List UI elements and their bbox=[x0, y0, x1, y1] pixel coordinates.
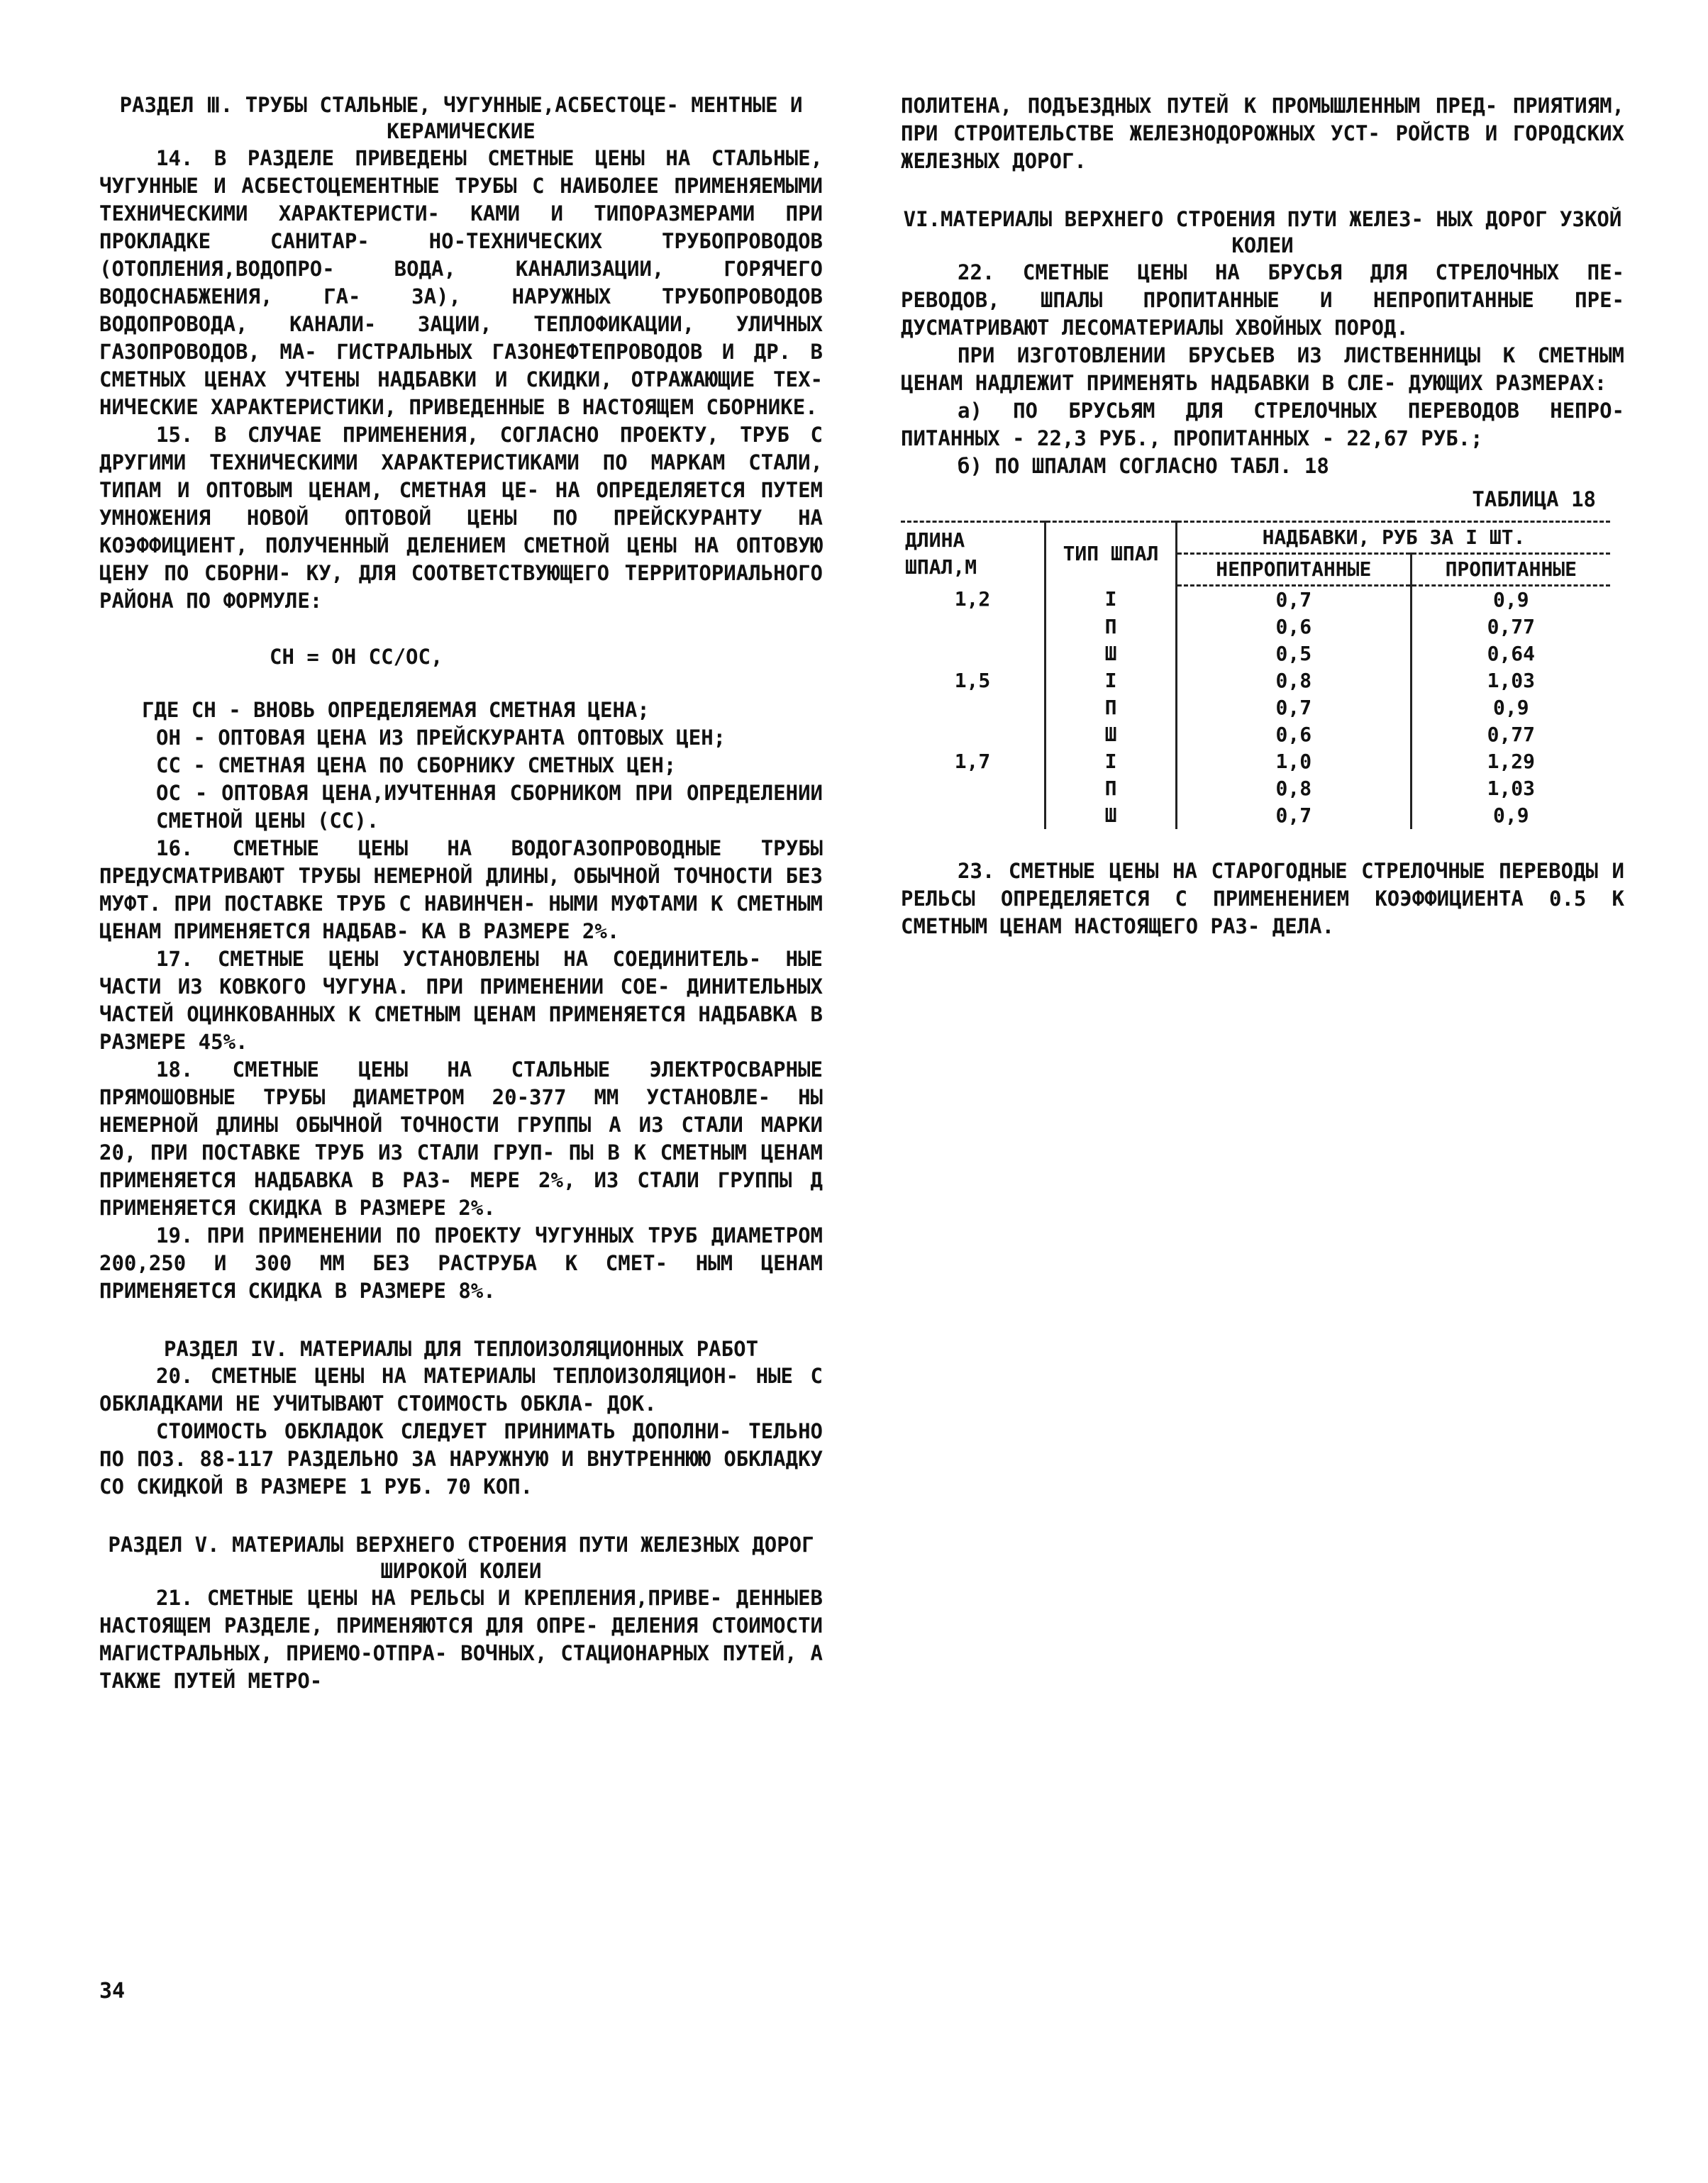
cell-non-impregnated: 0,7 bbox=[1177, 586, 1412, 614]
cell-length bbox=[901, 721, 1046, 748]
header-type: ТИП ШПАЛ bbox=[1046, 522, 1177, 586]
cell-non-impregnated: 0,7 bbox=[1177, 802, 1412, 829]
cell-type: I bbox=[1046, 748, 1177, 775]
paragraph-14: 14. В РАЗДЕЛЕ ПРИВЕДЕНЫ СМЕТНЫЕ ЦЕНЫ НА СТАЛЬНЫЕ, ЧУГУННЫЕ И АСБЕСТОЦЕМЕНТНЫЕ ТРУБЫ С НАИБОЛЕЕ ПРИМЕНЯЕМЫМИ ТЕХНИЧЕСКИМИ ХАРАКТЕРИСТИ- КАМИ И ТИПОРАЗМЕРАМИ ПРИ ПРОКЛАДКЕ САНИТАР- НО-ТЕХНИЧЕСКИХ ТРУБОПРОВОДОВ (ОТОПЛЕНИЯ,ВОДОПРО- ВОДА, КАНАЛИЗАЦИИ, ГОРЯЧЕГО ВОДОСНАБЖЕНИЯ, ГА- ЗА), НАРУЖНЫХ ТРУБОПРОВОДОВ ВОДОПРОВОДА, КАНАЛИ- ЗАЦИИ, ТЕПЛОФИКАЦИИ, УЛИЧНЫХ ГАЗОПРОВОДОВ, МА- ГИСТРАЛЬНЫХ ГАЗОНЕФТЕПРОВОДОВ И ДР. В СМЕТНЫХ ЦЕНАХ УЧТЕНЫ НАДБАВКИ И СКИДКИ, ОТРАЖАЮЩИЕ ТЕХ- НИЧЕСКИЕ ХАРАКТЕРИСТИКИ, ПРИВЕДЕННЫЕ В НАСТОЯЩЕМ СБОРНИКЕ. bbox=[99, 146, 823, 419]
cell-type: Ш bbox=[1046, 640, 1177, 667]
cell-non-impregnated: 1,0 bbox=[1177, 748, 1412, 775]
paragraph-22-cont: ПРИ ИЗГОТОВЛЕНИИ БРУСЬЕВ ИЗ ЛИСТВЕННИЦЫ К СМЕТНЫМ ЦЕНАМ НАДЛЕЖИТ ПРИМЕНЯТЬ НАДБАВКИ В СЛЕ- ДУЮЩИХ РАЗМЕРАХ: bbox=[901, 343, 1624, 395]
left-column bbox=[99, 92, 823, 1695]
cell-length bbox=[901, 775, 1046, 802]
cell-type: П bbox=[1046, 694, 1177, 721]
formula-legend-on: ОН - ОПТОВАЯ ЦЕНА ИЗ ПРЕЙСКУРАНТА ОПТОВЫХ ЦЕН; bbox=[156, 726, 726, 750]
cell-length: 1,5 bbox=[954, 669, 991, 692]
paragraph-17: 17. СМЕТНЫЕ ЦЕНЫ УСТАНОВЛЕНЫ НА СОЕДИНИТЕЛЬ- НЫЕ ЧАСТИ ИЗ КОВКОГО ЧУГУНА. ПРИ ПРИМЕНЕНИИ СОЕ- ДИНИТЕЛЬНЫХ ЧАСТЕЙ ОЦИНКОВАННЫХ К СМЕТНЫМ ЦЕНАМ ПРИМЕНЯЕТСЯ НАДБАВКА В РАЗМЕРЕ 45%. bbox=[99, 947, 823, 1054]
cell-length: 1,2 bbox=[954, 587, 991, 611]
section-5-title: РАЗДЕЛ V. МАТЕРИАЛЫ ВЕРХНЕГО СТРОЕНИЯ ПУТИ ЖЕЛЕЗНЫХ ДОРОГ ШИРОКОЙ КОЛЕИ bbox=[108, 1533, 814, 1583]
paragraph-20: 20. СМЕТНЫЕ ЦЕНЫ НА МАТЕРИАЛЫ ТЕПЛОИЗОЛЯЦИОН- НЫЕ С ОБКЛАДКАМИ НЕ УЧИТЫВАЮТ СТОИМОСТЬ ОБКЛА- ДОК. bbox=[99, 1364, 823, 1416]
cell-impregnated: 0,77 bbox=[1411, 613, 1610, 640]
paragraph-19: 19. ПРИ ПРИМЕНЕНИИ ПО ПРОЕКТУ ЧУГУННЫХ ТРУБ ДИАМЕТРОМ 200,250 И 300 ММ БЕЗ РАСТРУБА К СМЕТ- НЫМ ЦЕНАМ ПРИМЕНЯЕТСЯ СКИДКА В РАЗМЕРЕ 8%. bbox=[99, 1223, 823, 1303]
cell-impregnated: 0,9 bbox=[1411, 586, 1610, 614]
cell-impregnated: 1,03 bbox=[1411, 775, 1610, 802]
paragraph-16: 16. СМЕТНЫЕ ЦЕНЫ НА ВОДОГАЗОПРОВОДНЫЕ ТРУБЫ ПРЕДУСМАТРИВАЮТ ТРУБЫ НЕМЕРНОЙ ДЛИНЫ, ОБЫЧНОЙ ТОЧНОСТИ БЕЗ МУФТ. ПРИ ПОСТАВКЕ ТРУБ С НАВИНЧЕН- НЫМИ МУФТАМИ К СМЕТНЫМ ЦЕНАМ ПРИМЕНЯЕТСЯ НАДБАВ- КА В РАЗМЕРЕ 2%. bbox=[99, 836, 823, 943]
cell-length: 1,7 bbox=[954, 750, 991, 773]
table-row bbox=[901, 694, 1610, 721]
table-body bbox=[901, 586, 1610, 830]
paragraph-20-cont: СТОИМОСТЬ ОБКЛАДОК СЛЕДУЕТ ПРИНИМАТЬ ДОПОЛНИ- ТЕЛЬНО ПО ПОЗ. 88-117 РАЗДЕЛЬНО ЗА НАРУЖНУЮ И ВНУТРЕННЮЮ ОБКЛАДКУ СО СКИДКОЙ В РАЗМЕРЕ 1 РУБ. 70 КОП. bbox=[99, 1419, 823, 1499]
formula-legend-sn: ГДЕ СН - ВНОВЬ ОПРЕДЕЛЯЕМАЯ СМЕТНАЯ ЦЕНА; bbox=[142, 698, 650, 722]
section-6-title: VI.МАТЕРИАЛЫ ВЕРХНЕГО СТРОЕНИЯ ПУТИ ЖЕЛЕЗ- НЫХ ДОРОГ УЗКОЙ КОЛЕИ bbox=[903, 207, 1622, 257]
cell-impregnated: 0,9 bbox=[1411, 802, 1610, 829]
table-row bbox=[901, 613, 1610, 640]
table-row bbox=[901, 586, 1610, 614]
table-row bbox=[901, 748, 1610, 775]
cell-length bbox=[901, 802, 1046, 829]
paragraph-22: 22. СМЕТНЫЕ ЦЕНЫ НА БРУСЬЯ ДЛЯ СТРЕЛОЧНЫХ ПЕ- РЕВОДОВ, ШПАЛЫ ПРОПИТАННЫЕ И НЕПРОПИТАННЫЕ ПРЕ- ДУСМАТРИВАЮТ ЛЕСОМАТЕРИАЛЫ ХВОЙНЫХ ПОРОД. bbox=[901, 260, 1624, 340]
paragraph-21: 21. СМЕТНЫЕ ЦЕНЫ НА РЕЛЬСЫ И КРЕПЛЕНИЯ,ПРИВЕ- ДЕННЫЕВ НАСТОЯЩЕМ РАЗДЕЛЕ, ПРИМЕНЯЮТСЯ ДЛЯ ОПРЕ- ДЕЛЕНИЯ СТОИМОСТИ МАГИСТРАЛЬНЫХ, ПРИЕМО-ОТПРА- ВОЧНЫХ, СТАЦИОНАРНЫХ ПУТЕЙ, А ТАКЖЕ ПУТЕЙ МЕТРО- bbox=[99, 1586, 823, 1693]
paragraph-22-a: а) ПО БРУСЬЯМ ДЛЯ СТРЕЛОЧНЫХ ПЕРЕВОДОВ НЕПРО- ПИТАННЫХ - 22,3 РУБ., ПРОПИТАННЫХ - 22,67 РУБ.; bbox=[901, 399, 1624, 450]
cell-impregnated: 1,29 bbox=[1411, 748, 1610, 775]
header-length: ДЛИНА ШПАЛ,М bbox=[901, 522, 1046, 586]
right-column bbox=[901, 92, 1624, 940]
page-number: 34 bbox=[99, 1979, 126, 2004]
paragraph-23: 23. СМЕТНЫЕ ЦЕНЫ НА СТАРОГОДНЫЕ СТРЕЛОЧНЫЕ ПЕРЕВОДЫ И РЕЛЬСЫ ОПРЕДЕЛЯЕТСЯ С ПРИМЕНЕНИЕМ КОЭФФИЦИЕНТА 0.5 К СМЕТНЫМ ЦЕНАМ НАСТОЯЩЕГО РАЗ- ДЕЛА. bbox=[901, 859, 1624, 938]
header-impregnated: ПРОПИТАННЫЕ bbox=[1411, 554, 1610, 586]
section-4-title: РАЗДЕЛ IV. МАТЕРИАЛЫ ДЛЯ ТЕПЛОИЗОЛЯЦИОННЫХ РАБОТ bbox=[163, 1337, 759, 1361]
table-row bbox=[901, 721, 1610, 748]
table-row bbox=[901, 667, 1610, 694]
cell-type: Ш bbox=[1046, 721, 1177, 748]
table-row bbox=[901, 640, 1610, 667]
cell-impregnated: 0,64 bbox=[1411, 640, 1610, 667]
paragraph-18: 18. СМЕТНЫЕ ЦЕНЫ НА СТАЛЬНЫЕ ЭЛЕКТРОСВАРНЫЕ ПРЯМОШОВНЫЕ ТРУБЫ ДИАМЕТРОМ 20-377 ММ УСТАНОВЛЕ- НЫ НЕМЕРНОЙ ДЛИНЫ ОБЫЧНОЙ ТОЧНОСТИ ГРУППЫ А ИЗ СТАЛИ МАРКИ 20, ПРИ ПОСТАВКЕ ТРУБ ИЗ СТАЛИ ГРУП- ПЫ В К СМЕТНЫМ ЦЕНАМ ПРИМЕНЯЕТСЯ НАДБАВКА В РАЗ- МЕРЕ 2%, ИЗ СТАЛИ ГРУППЫ Д ПРИМЕНЯЕТСЯ СКИДКА В РАЗМЕРЕ 2%. bbox=[99, 1057, 823, 1220]
cell-type: Ш bbox=[1046, 802, 1177, 829]
formula: СН = ОН СС/ОС, bbox=[270, 645, 443, 669]
paragraph-21-cont: ПОЛИТЕНА, ПОДЪЕЗДНЫХ ПУТЕЙ К ПРОМЫШЛЕННЫМ ПРЕД- ПРИЯТИЯМ, ПРИ СТРОИТЕЛЬСТВЕ ЖЕЛЕЗНОДОРОЖНЫХ УСТ- РОЙСТВ И ГОРОДСКИХ ЖЕЛЕЗНЫХ ДОРОГ. bbox=[901, 94, 1624, 173]
cell-type: I bbox=[1046, 667, 1177, 694]
cell-type: П bbox=[1046, 775, 1177, 802]
header-non-impregnated: НЕПРОПИТАННЫЕ bbox=[1177, 554, 1412, 586]
table-row bbox=[901, 775, 1610, 802]
table-row bbox=[901, 802, 1610, 829]
cell-non-impregnated: 0,7 bbox=[1177, 694, 1412, 721]
sleeper-markup-table bbox=[901, 521, 1610, 829]
cell-length bbox=[901, 613, 1046, 640]
cell-type: П bbox=[1046, 613, 1177, 640]
header-markup: НАДБАВКИ, РУБ ЗА I ШТ. bbox=[1177, 522, 1611, 554]
cell-non-impregnated: 0,8 bbox=[1177, 667, 1412, 694]
cell-impregnated: 1,03 bbox=[1411, 667, 1610, 694]
formula-legend-os: ОС - ОПТОВАЯ ЦЕНА,ИУЧТЕННАЯ СБОРНИКОМ ПРИ ОПРЕДЕЛЕНИИ СМЕТНОЙ ЦЕНЫ (СС). bbox=[156, 781, 823, 833]
cell-type: I bbox=[1046, 586, 1177, 614]
table-caption: ТАБЛИЦА 18 bbox=[1472, 487, 1596, 511]
cell-length bbox=[901, 640, 1046, 667]
paragraph-22-b: б) ПО ШПАЛАМ СОГЛАСНО ТАБЛ. 18 bbox=[958, 454, 1329, 478]
cell-impregnated: 0,77 bbox=[1411, 721, 1610, 748]
cell-non-impregnated: 0,5 bbox=[1177, 640, 1412, 667]
cell-non-impregnated: 0,6 bbox=[1177, 721, 1412, 748]
section-3-title: РАЗДЕЛ Ⅲ. ТРУБЫ СТАЛЬНЫЕ, ЧУГУННЫЕ,АСБЕСТОЦЕ- МЕНТНЫЕ И КЕРАМИЧЕСКИЕ bbox=[119, 93, 803, 143]
cell-non-impregnated: 0,8 bbox=[1177, 775, 1412, 802]
cell-impregnated: 0,9 bbox=[1411, 694, 1610, 721]
cell-length bbox=[901, 694, 1046, 721]
formula-legend-ss: СС - СМЕТНАЯ ЦЕНА ПО СБОРНИКУ СМЕТНЫХ ЦЕН; bbox=[156, 753, 677, 777]
cell-non-impregnated: 0,6 bbox=[1177, 613, 1412, 640]
paragraph-15: 15. В СЛУЧАЕ ПРИМЕНЕНИЯ, СОГЛАСНО ПРОЕКТУ, ТРУБ С ДРУГИМИ ТЕХНИЧЕСКИМИ ХАРАКТЕРИСТИКАМИ ПО МАРКАМ СТАЛИ, ТИПАМ И ОПТОВЫМ ЦЕНАМ, СМЕТНАЯ ЦЕ- НА ОПРЕДЕЛЯЕТСЯ ПУТЕМ УМНОЖЕНИЯ НОВОЙ ОПТОВОЙ ЦЕНЫ ПО ПРЕЙСКУРАНТУ НА КОЭФФИЦИЕНТ, ПОЛУЧЕННЫЙ ДЕЛЕНИЕМ СМЕТНОЙ ЦЕНЫ НА ОПТОВУЮ ЦЕНУ ПО СБОРНИ- КУ, ДЛЯ СООТВЕТСТВУЮЩЕГО ТЕРРИТОРИАЛЬНОГО РАЙОНА ПО ФОРМУЛЕ: bbox=[99, 423, 823, 613]
